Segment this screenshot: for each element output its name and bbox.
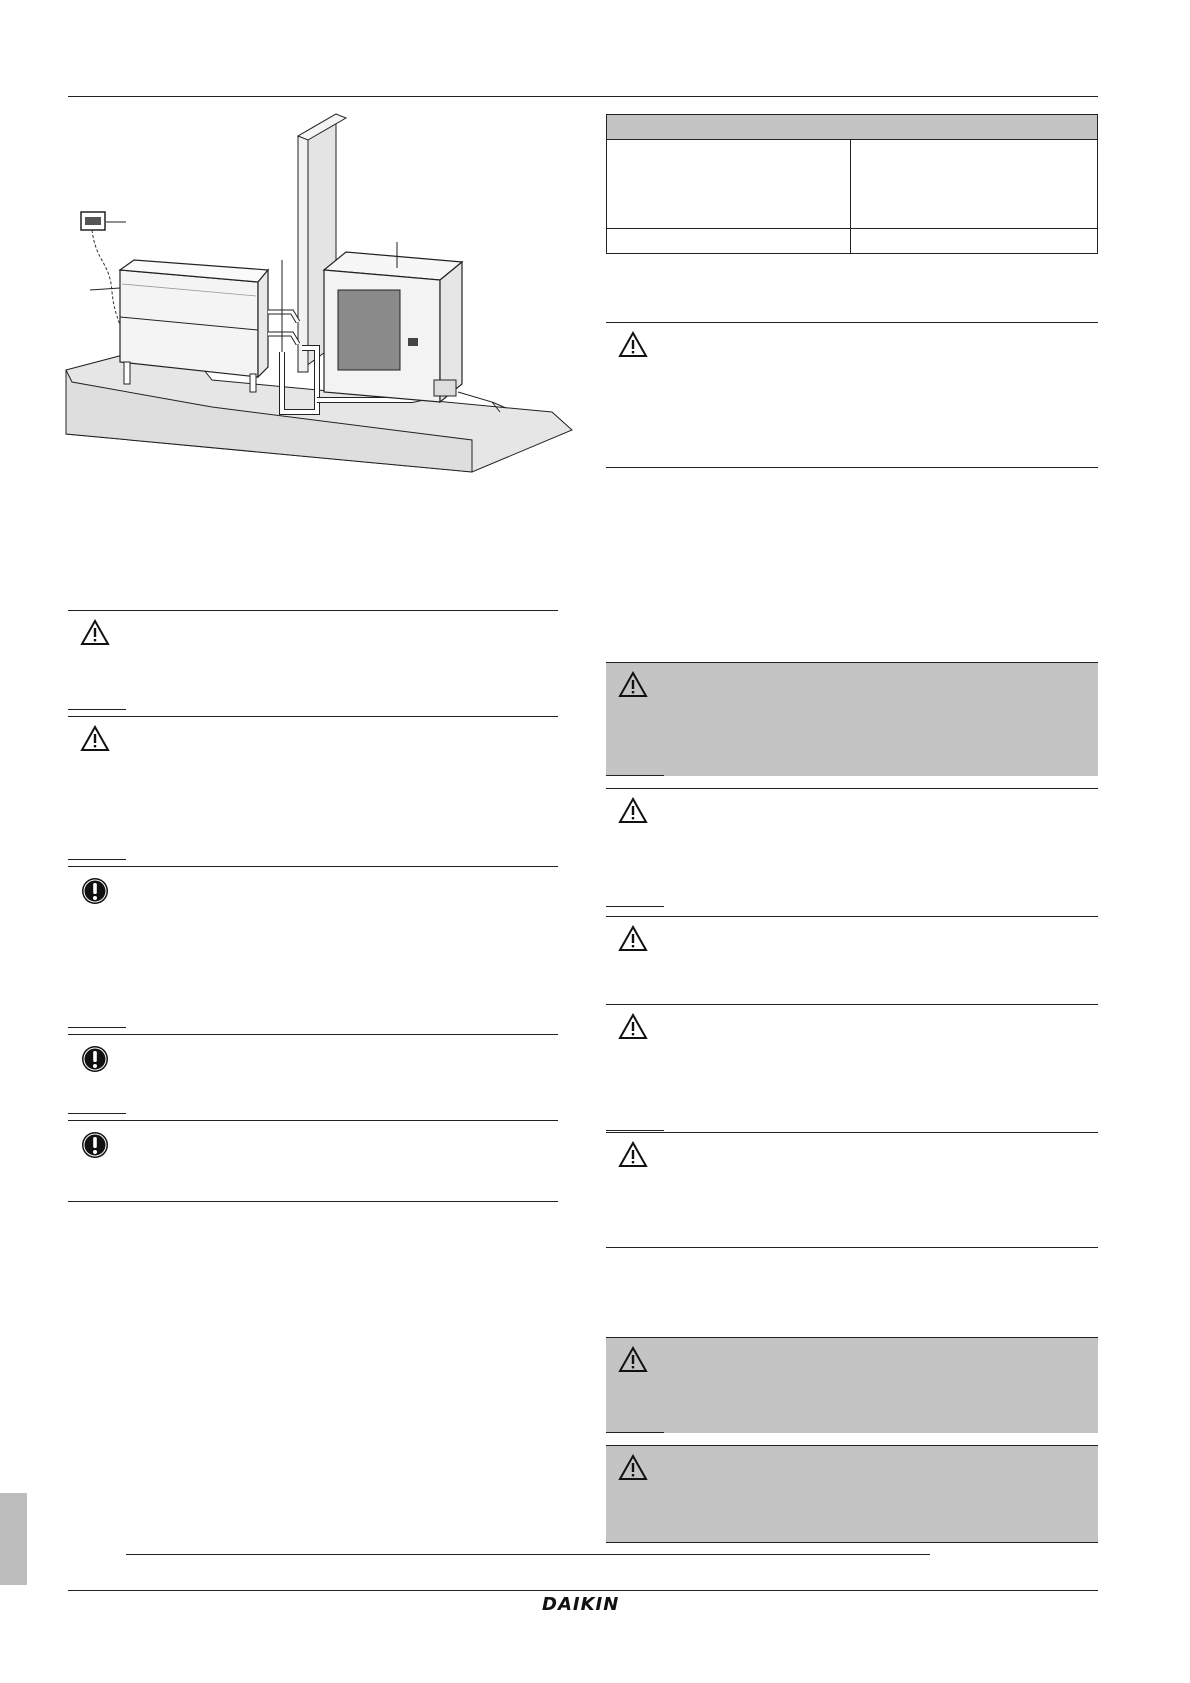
warning-notice — [68, 610, 558, 716]
warning-notice-shaded — [606, 662, 1098, 776]
warning-triangle-icon — [618, 924, 648, 954]
chapter-side-tab — [0, 1493, 27, 1585]
spec-table — [606, 114, 1098, 254]
footer-rule — [68, 1590, 1098, 1591]
header-rule — [68, 96, 1098, 97]
warning-triangle-icon — [618, 1140, 648, 1170]
exclamation-circle-icon — [80, 1130, 110, 1160]
warning-triangle-icon — [618, 1345, 648, 1375]
outdoor-unit — [324, 252, 462, 402]
warning-triangle-icon — [618, 1453, 648, 1483]
warning-triangle-icon — [618, 330, 648, 360]
warning-notice — [606, 322, 1098, 468]
warning-triangle-icon — [80, 724, 110, 754]
warning-notice-shaded — [606, 1445, 1098, 1543]
warning-notice — [606, 1004, 1098, 1130]
footnote-rule — [126, 1554, 930, 1555]
warning-triangle-icon — [618, 670, 648, 700]
installation-illustration — [62, 112, 582, 492]
caution-notice — [68, 1034, 558, 1120]
caution-notice — [68, 866, 558, 1034]
exclamation-circle-icon — [80, 1044, 110, 1074]
caution-notice — [68, 1120, 558, 1202]
warning-notice-shaded — [606, 1337, 1098, 1433]
warning-triangle-icon — [618, 1012, 648, 1042]
exclamation-circle-icon — [80, 876, 110, 906]
warning-notice — [606, 788, 1098, 906]
warning-notice — [606, 1132, 1098, 1248]
warning-notice — [606, 916, 1098, 1004]
warning-notice — [68, 716, 558, 866]
warning-triangle-icon — [618, 796, 648, 826]
warning-triangle-icon — [80, 618, 110, 648]
spec-table-header — [606, 114, 1098, 140]
brand-logo: DAIKIN — [542, 1594, 620, 1615]
remote-controller — [81, 212, 105, 230]
